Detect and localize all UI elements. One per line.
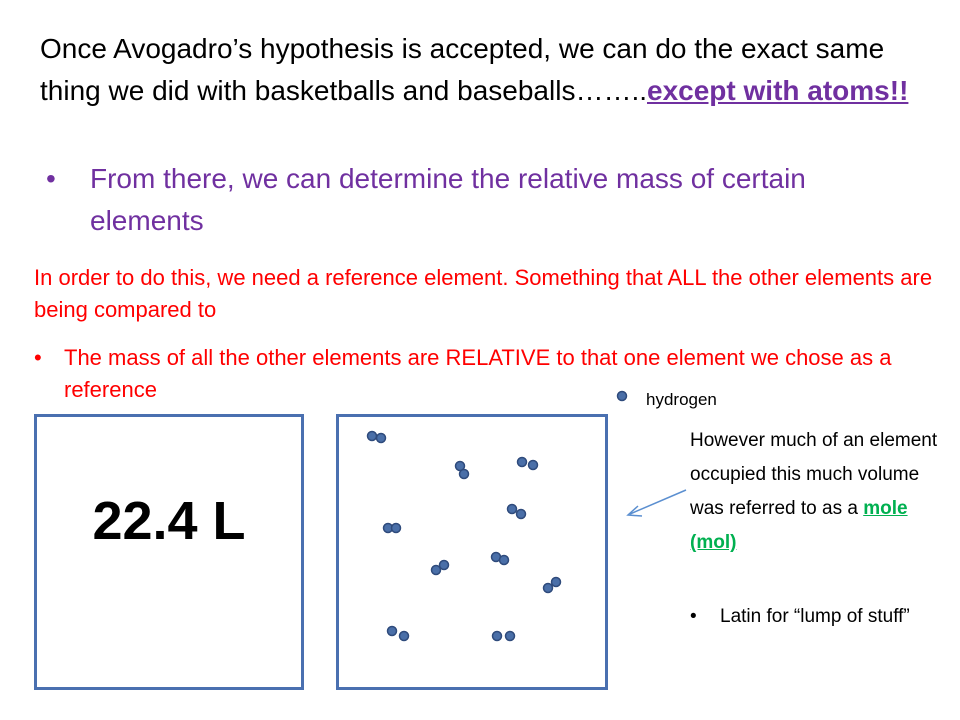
purple-bullet-text: From there, we can determine the relative mass of certain elements [90,163,806,236]
legend-atom-icon [618,392,627,401]
side-text [690,424,950,560]
title-highlight-text: except with atoms!! [647,75,909,106]
hydrogen-molecule [368,432,386,443]
hydrogen-molecule [508,505,526,519]
side-highlight: mole (mol) [690,498,908,553]
bullet-dot: • [46,163,56,194]
side-text-main: However much of an element occupied this much volume was referred to as a [690,430,938,519]
pointer-arrow [628,490,686,516]
hydrogen-molecule [518,458,538,470]
hydrogen-molecule [432,561,449,575]
bullet-dot: • [34,345,42,370]
hydrogen-molecules [368,432,561,641]
title-main-text: Once Avogadro’s hypothesis is accepted, we can do the exact same thing we did with basketballs and baseballs…….. [40,33,885,106]
hydrogen-molecule [544,578,561,593]
hydrogen-molecule [384,524,401,533]
hydrogen-molecule [493,632,515,641]
legend-label: hydrogen [646,390,717,409]
bullet-dot: • [690,606,697,627]
volume-label: 22.4 L [92,491,246,551]
side-bullet-text: Latin for “lump of stuff” [720,606,910,627]
hydrogen-molecule [492,553,509,565]
red-bullet-text: The mass of all the other elements are RELATIVE to that one element we chose as a reference [64,345,892,402]
red-paragraph: In order to do this, we need a reference element. Something that ALL the other elements are being compared to [34,265,933,322]
hydrogen-molecule [388,627,409,641]
hydrogen-molecule [456,462,469,479]
